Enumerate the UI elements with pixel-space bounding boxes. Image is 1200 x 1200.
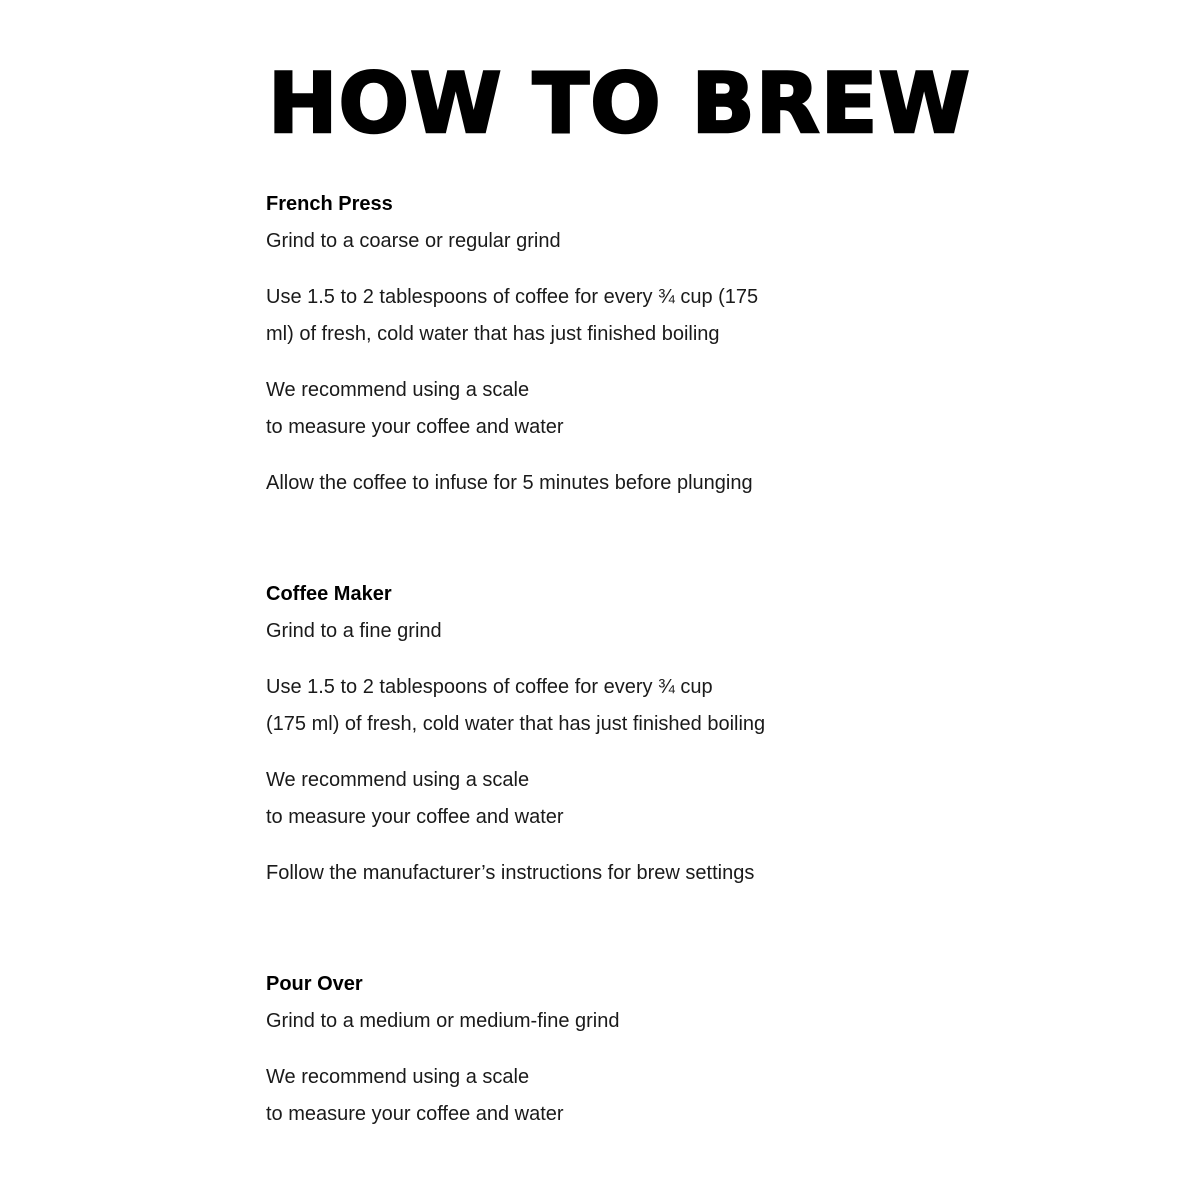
instruction-paragraph bbox=[266, 465, 826, 502]
page-title: HOW TO BREW bbox=[268, 55, 971, 152]
instruction-paragraph bbox=[266, 1003, 826, 1040]
instruction-line: Grind to a medium or medium-fine grind bbox=[266, 1010, 620, 1032]
instruction-paragraph bbox=[266, 223, 826, 260]
instruction-line: Use 1.5 to 2 tablespoons of coffee for every ¾ cup bbox=[266, 676, 713, 698]
section-pour-over bbox=[266, 971, 826, 1133]
instruction-line: We recommend using a scale bbox=[266, 769, 530, 791]
instruction-paragraph bbox=[266, 855, 826, 892]
instruction-line: Grind to a fine grind bbox=[266, 620, 442, 642]
instruction-line: (175 ml) of fresh, cold water that has just finished boiling bbox=[266, 713, 766, 735]
section-french-press bbox=[266, 191, 826, 502]
instruction-line: We recommend using a scale bbox=[266, 1066, 530, 1088]
section-heading: French Press bbox=[266, 193, 393, 215]
instruction-paragraph bbox=[266, 372, 826, 446]
section-coffee-maker bbox=[266, 581, 826, 892]
instruction-paragraph bbox=[266, 762, 826, 836]
instruction-line: to measure your coffee and water bbox=[266, 416, 564, 438]
instruction-line: Allow the coffee to infuse for 5 minutes before plunging bbox=[266, 472, 753, 494]
instruction-line: Follow the manufacturer’s instructions for brew settings bbox=[266, 862, 755, 884]
instruction-paragraph bbox=[266, 1059, 826, 1133]
instruction-line: Use 1.5 to 2 tablespoons of coffee for every ¾ cup (175 bbox=[266, 286, 759, 308]
instruction-line: Grind to a coarse or regular grind bbox=[266, 230, 561, 252]
instruction-line: to measure your coffee and water bbox=[266, 806, 564, 828]
instruction-paragraph bbox=[266, 279, 826, 353]
section-heading: Coffee Maker bbox=[266, 583, 392, 605]
instruction-paragraph bbox=[266, 669, 826, 743]
instruction-line: We recommend using a scale bbox=[266, 379, 530, 401]
instruction-paragraph bbox=[266, 613, 826, 650]
instruction-line: ml) of fresh, cold water that has just finished boiling bbox=[266, 323, 720, 345]
section-heading: Pour Over bbox=[266, 973, 363, 995]
instruction-line: to measure your coffee and water bbox=[266, 1103, 564, 1125]
